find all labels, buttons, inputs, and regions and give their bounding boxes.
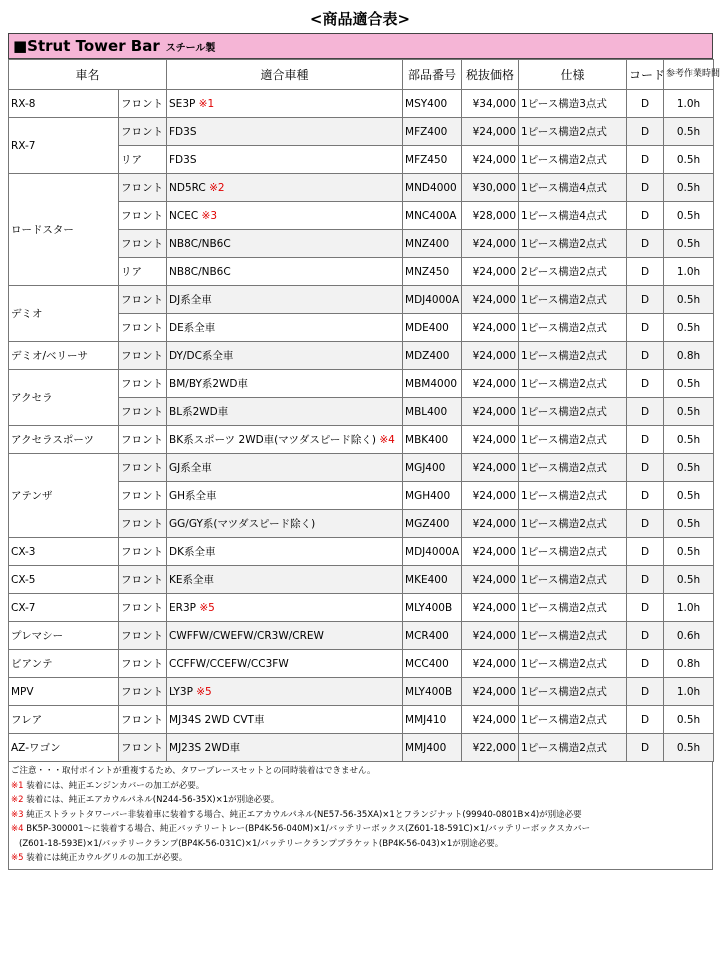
work-time-cell: 0.6h	[664, 622, 714, 650]
table-row	[9, 370, 714, 398]
model-cell	[167, 650, 403, 678]
footnote-mark: ※5	[199, 601, 215, 614]
price-cell: ¥24,000	[462, 454, 519, 482]
part-number-cell: MND4000	[403, 174, 462, 202]
price-cell: ¥24,000	[462, 482, 519, 510]
header-time: 参考作業時間	[664, 60, 714, 90]
price-cell: ¥24,000	[462, 566, 519, 594]
car-name-cell: アクセラ	[9, 370, 119, 426]
part-number-cell: MCR400	[403, 622, 462, 650]
code-cell: D	[627, 482, 664, 510]
work-time-cell: 0.5h	[664, 202, 714, 230]
model-text: DE系全車	[169, 322, 216, 334]
position-cell: フロント	[119, 230, 167, 258]
price-cell: ¥24,000	[462, 594, 519, 622]
position-cell: フロント	[119, 650, 167, 678]
work-time-cell: 1.0h	[664, 90, 714, 118]
table-row	[9, 622, 714, 650]
spec-cell: 1ピース構造2点式	[519, 370, 627, 398]
spec-cell: 1ピース構造2点式	[519, 706, 627, 734]
spec-cell: 1ピース構造2点式	[519, 454, 627, 482]
price-cell: ¥24,000	[462, 118, 519, 146]
footnote	[11, 822, 710, 837]
spec-cell: 1ピース構造2点式	[519, 230, 627, 258]
header-car: 車名	[9, 60, 167, 90]
model-cell	[167, 622, 403, 650]
footnote-text: 装着には、純正エアカウルパネル(N244-56-35X)×1が別途必要。	[23, 795, 280, 805]
price-cell: ¥34,000	[462, 90, 519, 118]
header-model: 適合車種	[167, 60, 403, 90]
code-cell: D	[627, 258, 664, 286]
work-time-cell: 0.5h	[664, 286, 714, 314]
code-cell: D	[627, 454, 664, 482]
header-spec: 仕様	[519, 60, 627, 90]
footnote-text: BK5P-300001～に装着する場合、純正バッテリートレー(BP4K-56-040M)×1/バッテリーボックス(Z601-18-591C)×1/バッテリーボックスカバー	[23, 824, 591, 834]
code-cell: D	[627, 622, 664, 650]
spec-cell: 1ピース構造2点式	[519, 426, 627, 454]
part-number-cell: MMJ400	[403, 734, 462, 762]
spec-cell: 1ピース構造2点式	[519, 566, 627, 594]
footnote-mark: ※1	[198, 97, 215, 110]
work-time-cell: 1.0h	[664, 678, 714, 706]
price-cell: ¥24,000	[462, 538, 519, 566]
position-cell: フロント	[119, 482, 167, 510]
model-cell	[167, 510, 403, 538]
page-title: <商品適合表>	[309, 10, 411, 28]
model-cell	[167, 342, 403, 370]
car-name-cell: デミオ/ベリーサ	[9, 342, 119, 370]
model-cell	[167, 314, 403, 342]
header-code: コード	[627, 60, 664, 90]
footnote	[11, 808, 710, 823]
table-row	[9, 678, 714, 706]
code-cell: D	[627, 706, 664, 734]
work-time-cell: 0.5h	[664, 538, 714, 566]
price-cell: ¥24,000	[462, 398, 519, 426]
price-cell: ¥24,000	[462, 622, 519, 650]
notes-section	[8, 762, 713, 870]
part-number-cell: MDE400	[403, 314, 462, 342]
part-number-cell: MNZ450	[403, 258, 462, 286]
code-cell: D	[627, 398, 664, 426]
code-cell: D	[627, 174, 664, 202]
part-number-cell: MLY400B	[403, 594, 462, 622]
code-cell: D	[627, 146, 664, 174]
footnote-mark: ※3	[11, 809, 24, 820]
position-cell: フロント	[119, 566, 167, 594]
part-number-cell: MFZ400	[403, 118, 462, 146]
code-cell: D	[627, 90, 664, 118]
model-cell	[167, 202, 403, 230]
position-cell: リア	[119, 258, 167, 286]
model-cell	[167, 594, 403, 622]
car-name-cell: CX-5	[9, 566, 119, 594]
price-cell: ¥30,000	[462, 174, 519, 202]
work-time-cell: 0.8h	[664, 342, 714, 370]
model-cell	[167, 454, 403, 482]
model-text: LY3P	[169, 685, 193, 698]
model-cell	[167, 538, 403, 566]
model-text: DJ系全車	[169, 294, 212, 306]
position-cell: フロント	[119, 202, 167, 230]
work-time-cell: 0.5h	[664, 510, 714, 538]
spec-cell: 1ピース構造2点式	[519, 678, 627, 706]
part-number-cell: MLY400B	[403, 678, 462, 706]
footnote-text: (Z601-18-593E)×1/バッテリークランプ(BP4K-56-031C)×1/バッテリークランプブラケット(BP4K-56-043)×1が別途必要。	[19, 838, 504, 849]
spec-cell: 1ピース構造2点式	[519, 286, 627, 314]
part-number-cell: MNZ400	[403, 230, 462, 258]
footnote-mark: ※2	[209, 181, 225, 194]
code-cell: D	[627, 314, 664, 342]
work-time-cell: 0.5h	[664, 174, 714, 202]
code-cell: D	[627, 286, 664, 314]
part-number-cell: MKE400	[403, 566, 462, 594]
price-cell: ¥24,000	[462, 146, 519, 174]
code-cell: D	[627, 426, 664, 454]
position-cell: フロント	[119, 118, 167, 146]
spec-cell: 1ピース構造4点式	[519, 174, 627, 202]
model-text: DK系全車	[169, 546, 216, 558]
part-number-cell: MBM4000	[403, 370, 462, 398]
table-row	[9, 174, 714, 202]
work-time-cell: 0.5h	[664, 118, 714, 146]
price-cell: ¥24,000	[462, 650, 519, 678]
part-number-cell: MMJ410	[403, 706, 462, 734]
price-cell: ¥24,000	[462, 426, 519, 454]
part-number-cell: MBK400	[403, 426, 462, 454]
caution-note: ご注意・・・取付ポイントが重複するため、タワーブレースセットとの同時装着はできません。	[11, 766, 376, 776]
model-cell	[167, 370, 403, 398]
work-time-cell: 0.5h	[664, 706, 714, 734]
model-text: ND5RC	[169, 181, 206, 194]
code-cell: D	[627, 118, 664, 146]
model-cell	[167, 174, 403, 202]
model-text: BL系2WD車	[169, 406, 229, 418]
code-cell: D	[627, 202, 664, 230]
position-cell: フロント	[119, 286, 167, 314]
work-time-cell: 0.5h	[664, 370, 714, 398]
model-text: NB8C/NB6C	[169, 237, 231, 250]
work-time-cell: 0.5h	[664, 454, 714, 482]
code-cell: D	[627, 370, 664, 398]
car-name-cell: RX-7	[9, 118, 119, 174]
part-number-cell: MDZ400	[403, 342, 462, 370]
spec-cell: 2ピース構造2点式	[519, 258, 627, 286]
model-text: FD3S	[169, 125, 197, 138]
spec-cell: 1ピース構造2点式	[519, 146, 627, 174]
footnote-mark: ※4	[11, 824, 24, 834]
part-number-cell: MNC400A	[403, 202, 462, 230]
footnote-mark: ※5	[196, 685, 212, 698]
model-text: SE3P	[169, 97, 196, 110]
model-cell	[167, 90, 403, 118]
table-row	[9, 454, 714, 482]
model-cell	[167, 398, 403, 426]
code-cell: D	[627, 650, 664, 678]
position-cell: フロント	[119, 734, 167, 762]
price-cell: ¥24,000	[462, 370, 519, 398]
code-cell: D	[627, 566, 664, 594]
model-text: BK系スポーツ 2WD車(マツダスピード除く)	[169, 434, 377, 446]
code-cell: D	[627, 734, 664, 762]
model-text: CWFFW/CWEFW/CR3W/CREW	[169, 629, 324, 642]
position-cell: フロント	[119, 622, 167, 650]
model-cell	[167, 118, 403, 146]
spec-cell: 1ピース構造2点式	[519, 510, 627, 538]
code-cell: D	[627, 594, 664, 622]
model-text: GJ系全車	[169, 462, 212, 474]
spec-cell: 1ピース構造2点式	[519, 314, 627, 342]
position-cell: フロント	[119, 314, 167, 342]
model-text: NCEC	[169, 209, 199, 222]
car-name-cell: アテンザ	[9, 454, 119, 538]
work-time-cell: 0.5h	[664, 314, 714, 342]
fitment-table-container	[8, 33, 720, 870]
table-row	[9, 594, 714, 622]
model-cell	[167, 566, 403, 594]
position-cell: フロント	[119, 510, 167, 538]
price-cell: ¥24,000	[462, 258, 519, 286]
footnote	[11, 793, 710, 808]
model-text: NB8C/NB6C	[169, 265, 231, 278]
price-cell: ¥24,000	[462, 314, 519, 342]
model-text: FD3S	[169, 153, 197, 166]
code-cell: D	[627, 230, 664, 258]
model-text: MJ23S 2WD車	[169, 742, 241, 754]
spec-cell: 1ピース構造2点式	[519, 594, 627, 622]
model-text: DY/DC系全車	[169, 350, 234, 362]
spec-cell: 1ピース構造2点式	[519, 118, 627, 146]
position-cell: フロント	[119, 174, 167, 202]
part-number-cell: MCC400	[403, 650, 462, 678]
table-row	[9, 538, 714, 566]
price-cell: ¥24,000	[462, 706, 519, 734]
car-name-cell: RX-8	[9, 90, 119, 118]
position-cell: フロント	[119, 370, 167, 398]
work-time-cell: 0.5h	[664, 230, 714, 258]
work-time-cell: 0.5h	[664, 482, 714, 510]
work-time-cell: 1.0h	[664, 258, 714, 286]
work-time-cell: 0.5h	[664, 734, 714, 762]
price-cell: ¥24,000	[462, 510, 519, 538]
price-cell: ¥28,000	[462, 202, 519, 230]
model-text: KE系全車	[169, 574, 215, 586]
spec-cell: 1ピース構造3点式	[519, 90, 627, 118]
model-cell	[167, 258, 403, 286]
price-cell: ¥22,000	[462, 734, 519, 762]
spec-cell: 1ピース構造2点式	[519, 734, 627, 762]
footnote-mark: ※4	[379, 434, 395, 446]
car-name-cell: デミオ	[9, 286, 119, 342]
footnote	[11, 779, 710, 794]
model-cell	[167, 286, 403, 314]
position-cell: リア	[119, 146, 167, 174]
model-cell	[167, 678, 403, 706]
footnote	[11, 837, 710, 852]
fitment-table	[8, 59, 720, 762]
footnote-mark: ※3	[201, 209, 217, 222]
car-name-cell: AZ-ワゴン	[9, 734, 119, 762]
model-text: ER3P	[169, 601, 196, 614]
table-row	[9, 426, 714, 454]
model-cell	[167, 230, 403, 258]
footnote-mark: ※2	[11, 795, 24, 805]
car-name-cell: CX-7	[9, 594, 119, 622]
car-name-cell: ビアンテ	[9, 650, 119, 678]
price-cell: ¥24,000	[462, 678, 519, 706]
table-row	[9, 286, 714, 314]
footnote-text: 装着には純正カウルグリルの加工が必要。	[23, 853, 188, 863]
position-cell: フロント	[119, 454, 167, 482]
part-number-cell: MFZ450	[403, 146, 462, 174]
price-cell: ¥24,000	[462, 342, 519, 370]
spec-cell: 1ピース構造2点式	[519, 482, 627, 510]
model-text: CCFFW/CCEFW/CC3FW	[169, 657, 289, 670]
position-cell: フロント	[119, 342, 167, 370]
position-cell: フロント	[119, 594, 167, 622]
code-cell: D	[627, 678, 664, 706]
header-part: 部品番号	[403, 60, 462, 90]
footnote-mark: ※1	[11, 780, 24, 791]
table-header-row	[9, 60, 714, 90]
model-cell	[167, 706, 403, 734]
work-time-cell: 0.5h	[664, 566, 714, 594]
part-number-cell: MGH400	[403, 482, 462, 510]
work-time-cell: 0.5h	[664, 398, 714, 426]
position-cell: フロント	[119, 538, 167, 566]
model-text: BM/BY系2WD車	[169, 378, 249, 390]
car-name-cell: MPV	[9, 678, 119, 706]
code-cell: D	[627, 342, 664, 370]
spec-cell: 1ピース構造2点式	[519, 622, 627, 650]
table-row	[9, 566, 714, 594]
part-number-cell: MSY400	[403, 90, 462, 118]
work-time-cell: 0.5h	[664, 426, 714, 454]
code-cell: D	[627, 538, 664, 566]
car-name-cell: CX-3	[9, 538, 119, 566]
model-text: MJ34S 2WD CVT車	[169, 714, 265, 726]
product-material: スチール製	[165, 42, 216, 54]
table-row	[9, 706, 714, 734]
part-number-cell: MBL400	[403, 398, 462, 426]
price-cell: ¥24,000	[462, 286, 519, 314]
table-row	[9, 118, 714, 146]
price-cell: ¥24,000	[462, 230, 519, 258]
spec-cell: 1ピース構造2点式	[519, 398, 627, 426]
position-cell: フロント	[119, 678, 167, 706]
car-name-cell: フレア	[9, 706, 119, 734]
spec-cell: 1ピース構造2点式	[519, 650, 627, 678]
code-cell: D	[627, 510, 664, 538]
product-banner	[8, 33, 713, 59]
model-cell	[167, 146, 403, 174]
header-price: 税抜価格	[462, 60, 519, 90]
footnote-text: 装着には、純正エンジンカバーの加工が必要。	[23, 780, 205, 791]
model-text: GH系全車	[169, 490, 217, 502]
model-cell	[167, 426, 403, 454]
footnote-text: 純正ストラットタワーバー非装着車に装着する場合、純正エアカウルパネル(NE57-56-35XA)×1とフランジナット(99940-0801B×4)が別途必要	[23, 809, 582, 820]
car-name-cell: プレマシー	[9, 622, 119, 650]
part-number-cell: MGJ400	[403, 454, 462, 482]
model-cell	[167, 482, 403, 510]
position-cell: フロント	[119, 426, 167, 454]
table-row	[9, 650, 714, 678]
part-number-cell: MDJ4000A	[403, 286, 462, 314]
spec-cell: 1ピース構造4点式	[519, 202, 627, 230]
part-number-cell: MDJ4000A	[403, 538, 462, 566]
model-cell	[167, 734, 403, 762]
footnote	[11, 851, 710, 866]
footnote-mark: ※5	[11, 853, 24, 863]
product-name: ■Strut Tower Bar	[13, 37, 160, 55]
car-name-cell: アクセラスポーツ	[9, 426, 119, 454]
table-body	[9, 90, 714, 762]
car-name-cell: ロードスター	[9, 174, 119, 286]
work-time-cell: 1.0h	[664, 594, 714, 622]
model-text: GG/GY系(マツダスピード除く)	[169, 518, 316, 530]
table-row	[9, 734, 714, 762]
position-cell: フロント	[119, 706, 167, 734]
table-row	[9, 90, 714, 118]
position-cell: フロント	[119, 90, 167, 118]
work-time-cell: 0.8h	[664, 650, 714, 678]
work-time-cell: 0.5h	[664, 146, 714, 174]
spec-cell: 1ピース構造2点式	[519, 342, 627, 370]
position-cell: フロント	[119, 398, 167, 426]
spec-cell: 1ピース構造2点式	[519, 538, 627, 566]
part-number-cell: MGZ400	[403, 510, 462, 538]
table-row	[9, 342, 714, 370]
